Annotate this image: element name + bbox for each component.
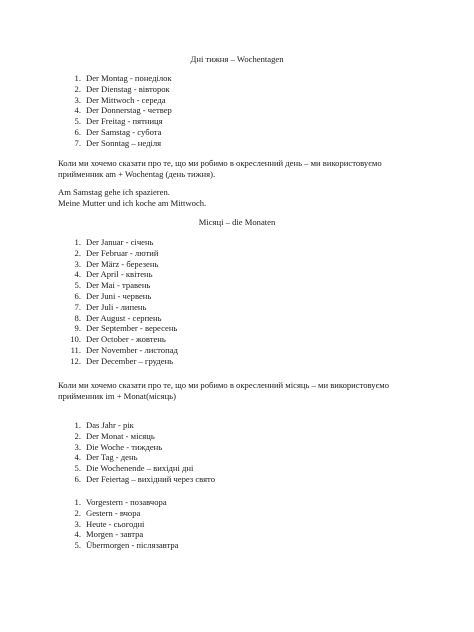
list-item <box>60 127 172 138</box>
list-item <box>60 452 215 463</box>
list-item-number: 12. <box>70 355 81 366</box>
list-item-number: 8. <box>74 312 81 323</box>
list-item <box>60 280 178 291</box>
list-item-text: Der Mai - травень <box>86 280 151 291</box>
list-item <box>60 345 178 356</box>
list-item-number: 2. <box>74 430 81 441</box>
list-item <box>60 334 178 345</box>
list-item-number: 2. <box>74 247 81 258</box>
list-item-text: Der November - листопад <box>86 344 178 355</box>
list-item-number: 4. <box>74 105 81 116</box>
list-item <box>60 291 178 302</box>
list-item-number: 9. <box>74 323 81 334</box>
list-item <box>60 323 178 334</box>
list-item-text: Gestern - вчора <box>86 507 141 518</box>
list-item-number: 7. <box>74 137 81 148</box>
list-item <box>60 474 215 485</box>
list-item-number: 3. <box>74 94 81 105</box>
list-item-number: 6. <box>74 290 81 301</box>
list-item <box>60 73 172 84</box>
list-item <box>60 519 179 530</box>
months-list <box>60 237 178 367</box>
list-item-number: 5. <box>74 280 81 291</box>
list-item-number: 7. <box>74 301 81 312</box>
list-item-text: Die Wochenende – вихідні дні <box>86 463 194 474</box>
heading-months: Місяці – die Monaten <box>198 217 276 227</box>
list-item <box>60 420 215 431</box>
list-item-text: Der September - вересень <box>86 323 178 334</box>
list-item-number: 3. <box>74 518 81 529</box>
list-item-number: 4. <box>74 269 81 280</box>
list-item-text: Der October - жовтень <box>86 334 166 345</box>
list-item <box>60 95 172 106</box>
examples-paragraph <box>58 187 423 209</box>
days-list <box>60 73 172 149</box>
list-item-text: Der Januar - січень <box>86 237 154 247</box>
list-item-number: 4. <box>74 529 81 540</box>
list-item-number: 5. <box>74 540 81 551</box>
time-words-list <box>60 420 215 485</box>
list-item <box>60 248 178 259</box>
example-line-1: Am Samstag gehe ich spazieren. <box>58 187 170 197</box>
list-item-number: 3. <box>74 258 81 269</box>
list-item-number: 4. <box>74 452 81 463</box>
relative-days-list <box>60 497 179 551</box>
list-item-text: Der December – грудень <box>86 355 174 366</box>
example-line-2: Meine Mutter und ich koche am Mittwoch. <box>58 197 207 208</box>
list-item <box>60 237 178 248</box>
list-item-text: Der Montag - понеділок <box>86 73 172 83</box>
list-item <box>60 431 215 442</box>
list-item-text: Der Juli - липень <box>86 301 147 312</box>
list-item-text: Der Freitag - пятниця <box>86 116 163 127</box>
list-item-text: Der Feiertag – вихідний через свято <box>86 473 215 484</box>
list-item <box>60 138 172 149</box>
list-item <box>60 356 178 367</box>
list-item-text: Der Mittwoch - середа <box>86 94 166 105</box>
list-item-number: 1. <box>74 420 81 430</box>
list-item-number: 6. <box>74 473 81 484</box>
list-item-text: Der Dienstag - вівторок <box>86 83 170 94</box>
list-item-number: 1. <box>74 73 81 83</box>
list-item-number: 1. <box>74 497 81 507</box>
list-item <box>60 84 172 95</box>
rule-days-paragraph <box>58 158 423 180</box>
list-item <box>60 540 179 551</box>
list-item <box>60 463 215 474</box>
list-item <box>60 497 179 508</box>
rule-months-line-2: прийменник im + Monat(місяць) <box>58 390 176 401</box>
list-item <box>60 529 179 540</box>
rule-months-paragraph <box>58 380 423 402</box>
list-item-text: Der Februar - лютий <box>86 247 159 258</box>
list-item-number: 3. <box>74 441 81 452</box>
list-item-text: Heute - сьогодні <box>86 518 145 529</box>
list-item-text: Der Monat - місяць <box>86 430 155 441</box>
list-item-number: 10. <box>70 334 81 345</box>
list-item-text: Die Woche - тиждень <box>86 441 163 452</box>
list-item-text: Der April - квітень <box>86 269 153 280</box>
list-item <box>60 269 178 280</box>
list-item-number: 2. <box>74 507 81 518</box>
list-item <box>60 508 179 519</box>
list-item-text: Der August - серпень <box>86 312 162 323</box>
list-item <box>60 442 215 453</box>
list-item-number: 2. <box>74 83 81 94</box>
list-item-text: Das Jahr - рік <box>86 420 134 430</box>
list-item <box>60 116 172 127</box>
list-item-text: Der Samstag - субота <box>86 126 162 137</box>
list-item-text: Der Tag - день <box>86 452 138 463</box>
list-item-text: Übermorgen - післязавтра <box>86 540 179 551</box>
list-item-number: 11. <box>70 344 81 355</box>
list-item <box>60 313 178 324</box>
list-item <box>60 259 178 270</box>
list-item-number: 5. <box>74 463 81 474</box>
list-item-number: 6. <box>74 126 81 137</box>
list-item-text: Morgen - завтра <box>86 529 144 540</box>
heading-days: Дні тижня – Wochentagen <box>190 54 284 64</box>
list-item-number: 1. <box>74 237 81 247</box>
list-item <box>60 105 172 116</box>
rule-months-line-1: Коли ми хочемо сказати про те, що ми робимо в окресленний місяць – ми використовуємо <box>58 380 390 390</box>
list-item-text: Der Mӓrz - березень <box>86 258 159 269</box>
rule-days-line-2: прийменник am + Wochentag (день тижня). <box>58 168 216 179</box>
list-item <box>60 302 178 313</box>
list-item-text: Vorgestern - позавчора <box>86 497 167 507</box>
list-item-number: 5. <box>74 116 81 127</box>
list-item-text: Der Donnerstag - четвер <box>86 105 172 116</box>
list-item-text: Der Sonntag – неділя <box>86 137 162 148</box>
list-item-text: Der Juni - червень <box>86 290 152 301</box>
rule-days-line-1: Коли ми хочемо сказати про те, що ми робимо в окресленний день – ми використовуємо <box>58 158 382 168</box>
